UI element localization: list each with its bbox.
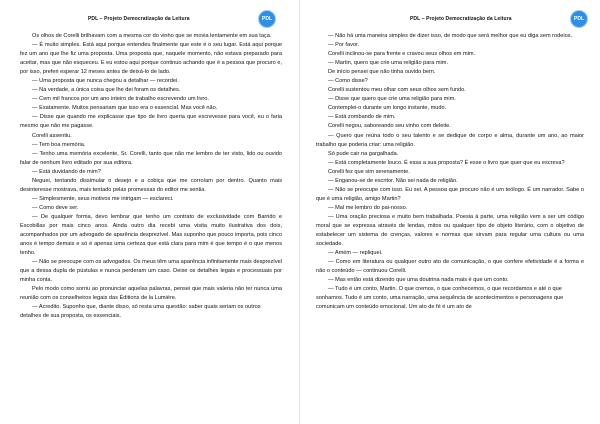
paragraph: — De qualquer forma, devo lembrar que tenho um contrato de exclusividade com Barrido e Escobillas por mais cinco anos. Ainda outro dia recebi uma visita muito ilustrativa dos dois, acompanhados por um advogado de aparência desprezível. Mas suponho que pouco importa, pois cinco anos é tempo demais e só é apenas uma certeza que está clara para mim é que tempo é o que menos tenho. [20,213,282,257]
paragraph: Corelli sustentou meu olhar com seus olhos sem fundo. [328,87,466,94]
paragraph: — Enganou-se de escritor. Não sei nada de religião. [328,177,458,184]
paragraph: — Como deve ser. [32,204,79,211]
paragraph: — Não se preocupe com os advogados. Os meus têm uma aparência infinitamente mais desprezível que a dessa dupla de pústulas e nunca perderam um caso. Deixe os detalhes legais e processuais por minha conta. [20,259,282,284]
paragraph: — Está completamente louco. É essa a sua proposta? É esse o livro que quer que eu escreva? [328,159,565,166]
page-header: PDL – Projeto Democratização da Leitura [88,16,190,22]
paragraph: Contemplei-o durante um longo instante, mudo. [328,105,447,112]
paragraph: Neguei, tentando dissimular o desejo e a cobiça que me corroíam por dentro. Quanto mais desinteresse mostrava, mais tentado pelas promessas do editor me sentia. [20,177,282,193]
paragraph: De início pensei que não tinha ouvido bem. [328,69,436,76]
paragraph: — Tem boa memória. [32,141,86,148]
right-page [300,0,600,424]
paragraph: — Martin, quero que crie uma religião para mim. [328,60,449,67]
paragraph: Corelli inclinou-se para frente e cravou seus olhos em mim. [328,51,476,58]
paragraph: — Não se preocupe com isso. Eu sei. A pessoa que procuro não é um teólogo. É um narrador. Sabe o que é uma religião, amigo Martin? [316,186,584,202]
paragraph: — É muito simples. Está aqui porque entendeu finalmente que este é o seu lugar. Está aqui porque fez um ano que lhe fiz uma proposta. Uma proposta que, naquele momento, não estava preparado para aceitar, mas que não esqueceu. E eu estou aqui porque continuo achando que é a pessoa que procuro e, por isso, preferi esperar 12 meses antes de deixá-lo de lado. [20,42,282,76]
paragraph: Corelli assentiu. [32,132,72,139]
paragraph: — Exatamente. Muitos pensariam que isso era o essencial. Mas você não. [32,105,218,112]
paragraph: — Uma oração preciosa e muito bem trabalhada. Poesia à parte, uma religião vem a ser um código moral que se expressa através de lendas, mitos ou qualquer tipo de objeto literário, com o objetivo de estabelecer um sistema de crenças, valores e normas que sirvam para regular uma cultura ou uma sociedade. [316,213,584,248]
paragraph: Os olhos de Corelli brilhavam com a mesma cor do vinho que se movia lentamente em sua taça. [32,33,272,39]
paragraph: — Acredito. Suponho que, diante disso, só resta uma questão: saber quais seriam os outros detalhes de sua proposta, os essenciais. [20,304,261,320]
paragraph: — Simplesmente, seus motivos me intrigam — esclareci. [32,195,174,202]
paragraph: — Está zombando de mim. [328,114,396,121]
paragraph: — Por favor. [328,42,360,49]
paragraph: — Como disse? [328,78,368,85]
paragraph: — Como em literatura ou qualquer outro ato de comunicação, o que confere efetividade é a forma e não o conteúdo — continuou Corelli. [316,259,584,275]
pdl-logo-icon: PDL [258,10,276,28]
paragraph: — Amém — repliquei. [328,250,383,257]
paragraph: — Mas então está dizendo que uma doutrina nada mais é que um conto. [328,277,509,284]
paragraph: Só pude cair na gargalhada. [328,150,399,157]
paragraph: — Na verdade, a única coisa que lhe dei foram os detalhes. [32,87,181,94]
page-header: PDL – Projeto Democratização da Leitura [410,16,512,22]
page-body-text [316,32,584,312]
paragraph: Corelli fez que sim serenamente. [328,168,410,175]
paragraph: — Quero que reúna todo o seu talento e se dedique de corpo e alma, durante um ano, ao maior trabalho que poderia criar: uma religião. [316,132,584,148]
paragraph: — Tudo é um conto, Martin. O que cremos, o que conhecemos, o que recordamos e até o que sonhamos. Tudo é um conto, uma narração, uma sequência de acontecimentos e personagens que comunicam um conteúdo emocional. Um ato de fé é um ato de [316,286,564,311]
paragraph: — Não há uma maneira simples de dizer isso, de modo que será melhor que eu diga sem rodeios. [328,33,573,39]
pdl-logo-icon: PDL [570,10,588,28]
page-body-text [20,32,282,322]
paragraph: — Disse que quero que crie uma religião para mim. [328,96,456,103]
paragraph: — Disse que quando me explicasse que tipo de livro queria que escrevesse para você, eu o faria mesmo que não me pagasse. [20,114,282,130]
paragraph: — Mal me lembro do pai-nosso. [328,204,408,211]
paragraph: — Cem mil francos por um ano inteiro de trabalho escrevendo um livro. [32,96,209,103]
paragraph: — Uma proposta que nunca chegou a detalhar — recordei. [32,78,179,85]
paragraph: Corelli negou, saboreando seu vinho com deleite. [328,123,451,130]
paragraph: — Está duvidando de mim? [32,168,101,175]
paragraph: Pelo modo como sorriu ao pronunciar aquelas palavras, pensei que mais valeria não ter nunca uma reunião com os conselheiros legais das Éditions de la Lumière. [20,286,282,302]
paragraph: — Tenho uma memória excelente, Sr. Corelli, tanto que não me lembro de ter visto, lido ou ouvido falar de nenhum livro editado por sua editora. [20,150,282,166]
